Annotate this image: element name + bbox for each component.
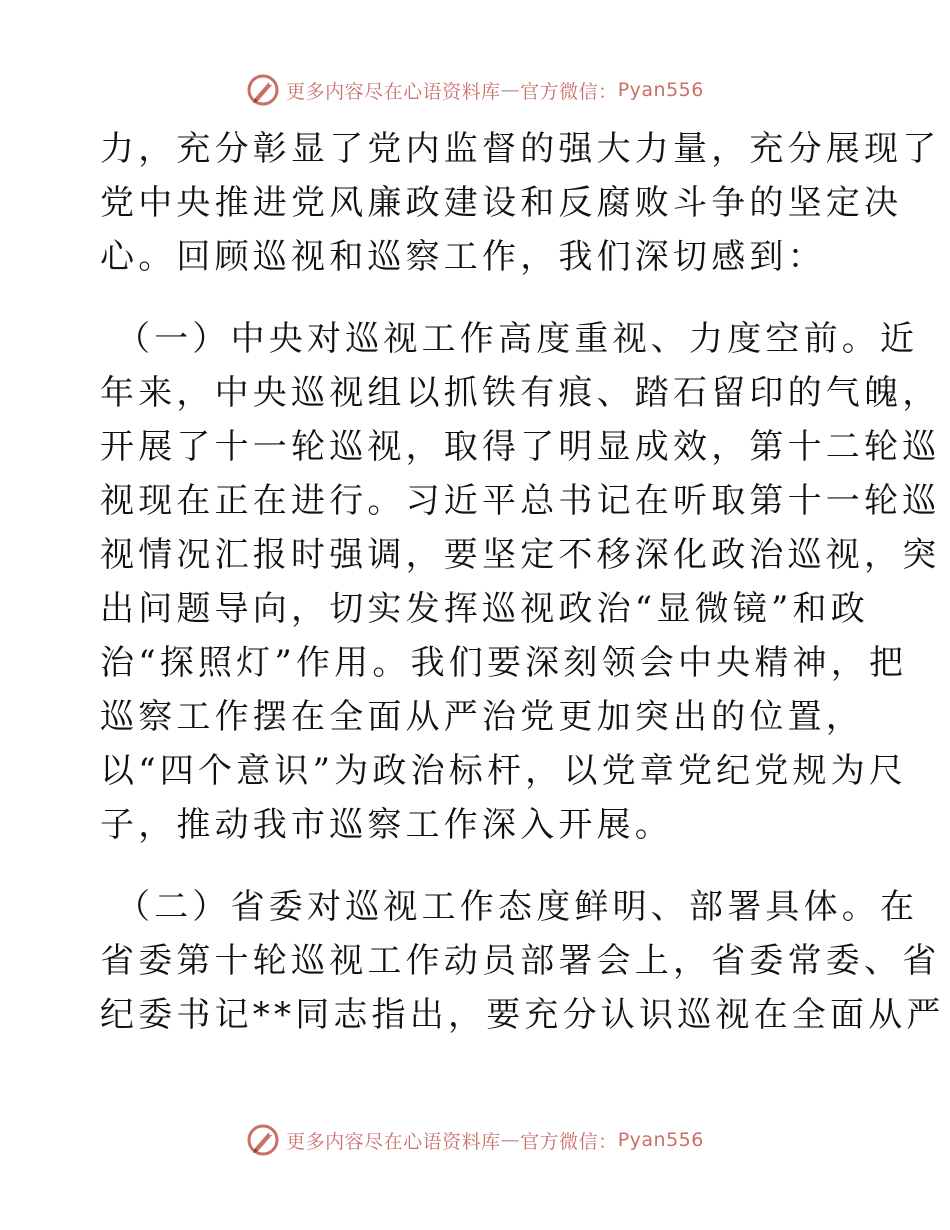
text-line: （一）中央对巡视工作高度重视、力度空前。近 (116, 319, 919, 359)
pen-logo-icon (246, 73, 280, 107)
pen-logo-icon (246, 1123, 280, 1157)
text-line: 开展了十一轮巡视，取得了明显成效，第十二轮巡 (100, 427, 941, 467)
watermark-wechat-label: 官方微信： (520, 1130, 618, 1153)
text-line: 出问题导向，切实发挥巡视政治“显微镜”和政 (100, 589, 869, 629)
document-body (100, 122, 945, 1042)
footer-watermark (0, 1122, 950, 1158)
watermark-separator: — (500, 79, 521, 101)
text-line: 党中央推进党风廉政建设和反腐败斗争的坚定决 (100, 183, 903, 223)
text-line: 力，充分彰显了党内监督的强大力量，充分展现了 (100, 129, 941, 169)
text-line: 巡察工作摆在全面从严治党更加突出的位置， (100, 697, 864, 737)
paragraph-3 (100, 880, 945, 1042)
watermark-text: 更多内容尽在心语资料库 (286, 1130, 501, 1153)
text-line: 视情况汇报时强调，要坚定不移深化政治巡视，突 (100, 535, 941, 575)
text-line: （二）省委对巡视工作态度鲜明、部署具体。在 (116, 887, 919, 927)
watermark-wechat-id: Pyan556 (617, 79, 704, 101)
text-line: 视现在正在进行。习近平总书记在听取第十一轮巡 (100, 481, 941, 521)
text-line: 以“四个意识”为政治标杆，以党章党纪党规为尺 (100, 751, 908, 791)
text-line: 年来，中央巡视组以抓铁有痕、踏石留印的气魄， (100, 373, 941, 413)
header-watermark (0, 72, 950, 108)
watermark-wechat-label: 官方微信： (520, 80, 618, 103)
paragraph-2 (100, 312, 941, 852)
watermark-separator: — (500, 1129, 521, 1151)
watermark-text: 更多内容尽在心语资料库 (286, 80, 501, 103)
text-line: 省委第十轮巡视工作动员部署会上，省委常委、省 (100, 941, 941, 981)
text-line: 纪委书记**同志指出，要充分认识巡视在全面从严 (100, 995, 945, 1035)
text-line: 心。回顾巡视和巡察工作，我们深切感到： (100, 237, 826, 277)
text-line: 治“探照灯”作用。我们要深刻领会中央精神，把 (100, 643, 908, 683)
text-line: 子，推动我市巡察工作深入开展。 (100, 805, 673, 845)
paragraph-1 (100, 122, 941, 284)
watermark-wechat-id: Pyan556 (617, 1129, 704, 1151)
